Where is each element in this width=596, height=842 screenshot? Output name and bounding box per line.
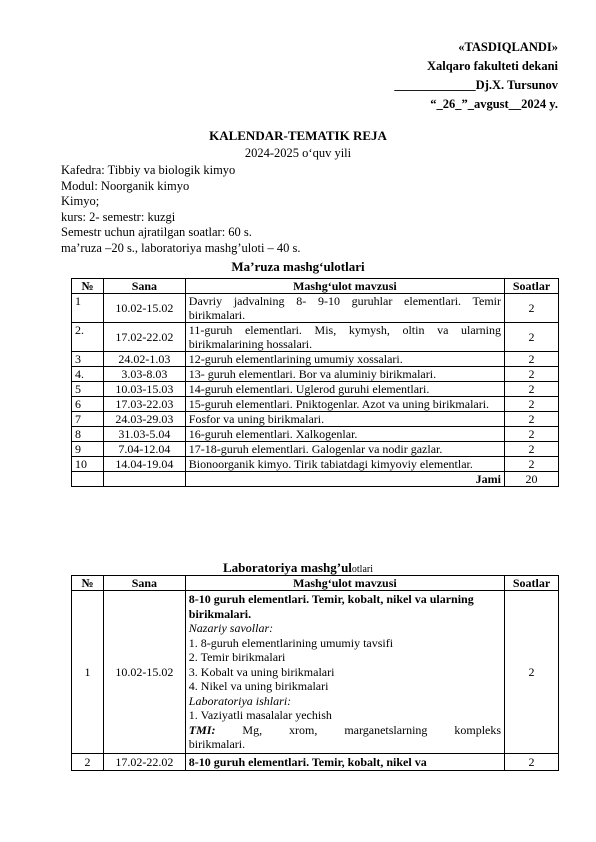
theory-item: 4. Nikel va uning birikmalari [188, 679, 329, 693]
row-hours: 2 [505, 382, 559, 397]
row-number: 1 [72, 591, 104, 754]
approval-title: «TASDIQLANDI» [458, 40, 558, 54]
info-hours: Semestr uchun ajratilgan soatlar: 60 s. [61, 225, 252, 239]
approval-date: “_26_”_avgust__2024 y. [430, 97, 558, 111]
labs-header-row [72, 576, 559, 591]
approval-signature-line: _____________Dj.X. Tursunov [394, 78, 558, 92]
table-row [72, 412, 559, 427]
row-number: 3 [72, 352, 104, 367]
lectures-total-row [72, 472, 559, 487]
tmi-continuation: birikmalari. [188, 737, 246, 751]
table-row [72, 427, 559, 442]
row-number: 9 [72, 442, 104, 457]
theory-label: Nazariy savollar: [188, 621, 274, 635]
tmi-line [189, 723, 501, 738]
approval-block [394, 38, 558, 114]
labs-caption [0, 560, 596, 576]
row-date: 24.02-1.03 [103, 352, 185, 367]
header-number: № [72, 576, 104, 591]
header-date: Sana [103, 576, 185, 591]
row-hours: 2 [505, 397, 559, 412]
tmi-text: Mg, xrom, marganetslarning kompleks [242, 722, 502, 737]
row-topic: 11-guruh elementlari. Mis, kymysh, oltin va ularning birikmalarining hossalari. [185, 323, 504, 352]
row-date: 17.02-22.02 [103, 323, 185, 352]
labs-caption-small: otlari [351, 564, 374, 575]
row-topic: Davriy jadvalning 8- 9-10 guruhlar elementlari. Temir birikmalari. [185, 294, 504, 323]
row-hours: 2 [505, 367, 559, 382]
row-number: 2 [72, 753, 104, 771]
row-date: 7.04-12.04 [103, 442, 185, 457]
table-row [72, 442, 559, 457]
lab-work-item: 1. Vaziyatli masalalar yechish [188, 708, 332, 722]
row-topic: Bionoorganik kimyo. Tirik tabiatdagi kimyoviy elementlar. [185, 457, 504, 472]
header-hours: Soatlar [505, 279, 559, 294]
lab-title: 8-10 guruh elementlari. Temir, kobalt, nikel va ularning birikmalari. [188, 592, 474, 621]
row-topic: Fosfor va uning birikmalari. [185, 412, 504, 427]
row-date: 24.03-29.03 [103, 412, 185, 427]
table-row [72, 397, 559, 412]
labs-caption-main: Laboratoriya mashg’ul [222, 560, 352, 575]
row-number: 8 [72, 427, 104, 442]
total-label: Jami [185, 472, 504, 487]
row-hours: 2 [505, 753, 559, 771]
total-value: 20 [505, 472, 559, 487]
row-hours: 2 [505, 427, 559, 442]
row-date: 17.02-22.02 [103, 753, 185, 771]
row-date: 10.03-15.03 [103, 382, 185, 397]
table-row [72, 294, 559, 323]
lectures-table [71, 278, 559, 487]
row-date: 31.03-5.04 [103, 427, 185, 442]
row-number: 7 [72, 412, 104, 427]
header-date: Sana [103, 279, 185, 294]
academic-year: 2024-2025 o‘quv yili [244, 146, 352, 160]
table-row [72, 457, 559, 472]
lab-work-label: Laboratoriya ishlari: [188, 693, 292, 708]
row-topic: 14-guruh elementlari. Uglerod guruhi elementlari. [185, 382, 504, 397]
row-number: 4. [72, 367, 104, 382]
row-number: 6 [72, 397, 104, 412]
document-title: KALENDAR-TEMATIK REJA [209, 128, 387, 143]
theory-item: 1. 8-guruh elementlarining umumiy tavsifi [188, 635, 394, 650]
labs-table [71, 575, 559, 771]
row-hours: 2 [505, 591, 559, 754]
table-row [72, 367, 559, 382]
row-number: 10 [72, 457, 104, 472]
header-topic: Mashg‘ulot mavzusi [185, 279, 504, 294]
row-date: 17.03-22.03 [103, 397, 185, 412]
lectures-header-row [72, 279, 559, 294]
row-date: 3.03-8.03 [103, 367, 185, 382]
row-hours: 2 [505, 442, 559, 457]
row-date: 10.02-15.02 [103, 294, 185, 323]
theory-item: 2. Temir birikmalari [188, 650, 286, 664]
table-row [72, 591, 559, 754]
row-date: 10.02-15.02 [103, 591, 185, 754]
info-subject: Kimyo; [61, 194, 100, 208]
approval-position: Xalqaro fakulteti dekani [426, 59, 558, 73]
header-number: № [72, 279, 104, 294]
row-topic: 15-guruh elementlari. Pniktogenlar. Azot va uning birikmalari. [185, 397, 504, 412]
course-info [61, 163, 301, 256]
tmi-label: TMI: [188, 722, 216, 737]
row-topic: 17-18-guruh elementlari. Galogenlar va nodir gazlar. [185, 442, 504, 457]
info-modul: Modul: Noorganik kimyo [61, 178, 190, 193]
table-row [72, 323, 559, 352]
row-number: 5 [72, 382, 104, 397]
table-row [72, 753, 559, 771]
row-topic: 13- guruh elementlari. Bor va aluminiy birikmalari. [185, 367, 504, 382]
row-hours: 2 [505, 412, 559, 427]
row-topic [185, 591, 504, 754]
row-topic: 8-10 guruh elementlari. Temir, kobalt, nikel va [185, 753, 504, 771]
header-topic: Mashg‘ulot mavzusi [185, 576, 504, 591]
row-topic: 16-guruh elementlari. Xalkogenlar. [185, 427, 504, 442]
row-number: 1 [72, 294, 104, 323]
info-course: kurs: 2- semestr: kuzgi [61, 209, 176, 224]
lectures-caption: Ma’ruza mashg‘ulotlari [231, 259, 365, 274]
row-hours: 2 [505, 323, 559, 352]
header-hours: Soatlar [505, 576, 559, 591]
row-hours: 2 [505, 294, 559, 323]
row-hours: 2 [505, 352, 559, 367]
info-split: ma’ruza –20 s., laboratoriya mashg’uloti – 40 s. [61, 240, 301, 255]
theory-item: 3. Kobalt va uning birikmalari [188, 664, 335, 679]
row-number: 2. [72, 323, 104, 352]
row-hours: 2 [505, 457, 559, 472]
info-kafedra: Kafedra: Tibbiy va biologik kimyo [61, 163, 236, 177]
table-row [72, 352, 559, 367]
row-date: 14.04-19.04 [103, 457, 185, 472]
table-row [72, 382, 559, 397]
row-topic: 12-guruh elementlarining umumiy xossalari. [185, 352, 504, 367]
